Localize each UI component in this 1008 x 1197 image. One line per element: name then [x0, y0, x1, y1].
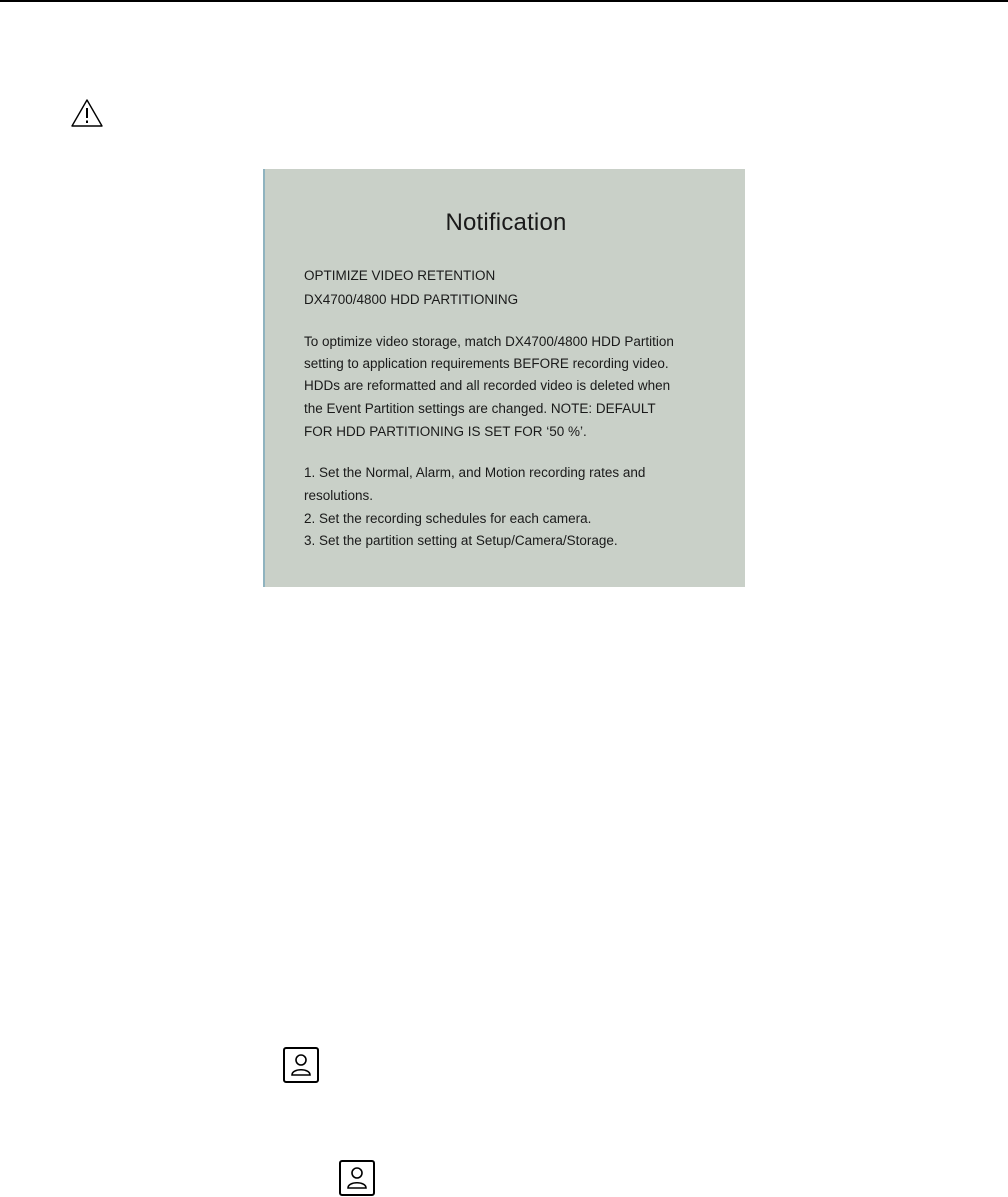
notice-heading-line: OPTIMIZE VIDEO RETENTION [304, 268, 496, 283]
notification-title: Notification [445, 209, 567, 236]
notice-step-line: resolutions. [304, 488, 374, 503]
notice-step-line: 3. Set the partition setting at Setup/Camera/Storage. [304, 533, 618, 548]
notice-step-line: 1. Set the Normal, Alarm, and Motion recording rates and [304, 465, 646, 480]
notice-body-line: FOR HDD PARTITIONING IS SET FOR ‘50 %’. [304, 424, 587, 439]
notice-body-line: setting to application requirements BEFORE recording video. [304, 356, 669, 371]
top-rule [0, 0, 1008, 2]
person-box-icon [339, 1160, 375, 1196]
notice-body-line: HDDs are reformatted and all recorded video is deleted when [304, 378, 671, 393]
warning-triangle-icon [70, 98, 104, 128]
notice-heading-line: DX4700/4800 HDD PARTITIONING [304, 292, 519, 307]
notification-panel [263, 169, 745, 587]
notice-body-line: the Event Partition settings are changed. NOTE: DEFAULT [304, 401, 656, 416]
notice-step-line: 2. Set the recording schedules for each camera. [304, 511, 592, 526]
person-box-icon [283, 1047, 319, 1083]
notice-body-line: To optimize video storage, match DX4700/4800 HDD Partition [304, 334, 674, 349]
